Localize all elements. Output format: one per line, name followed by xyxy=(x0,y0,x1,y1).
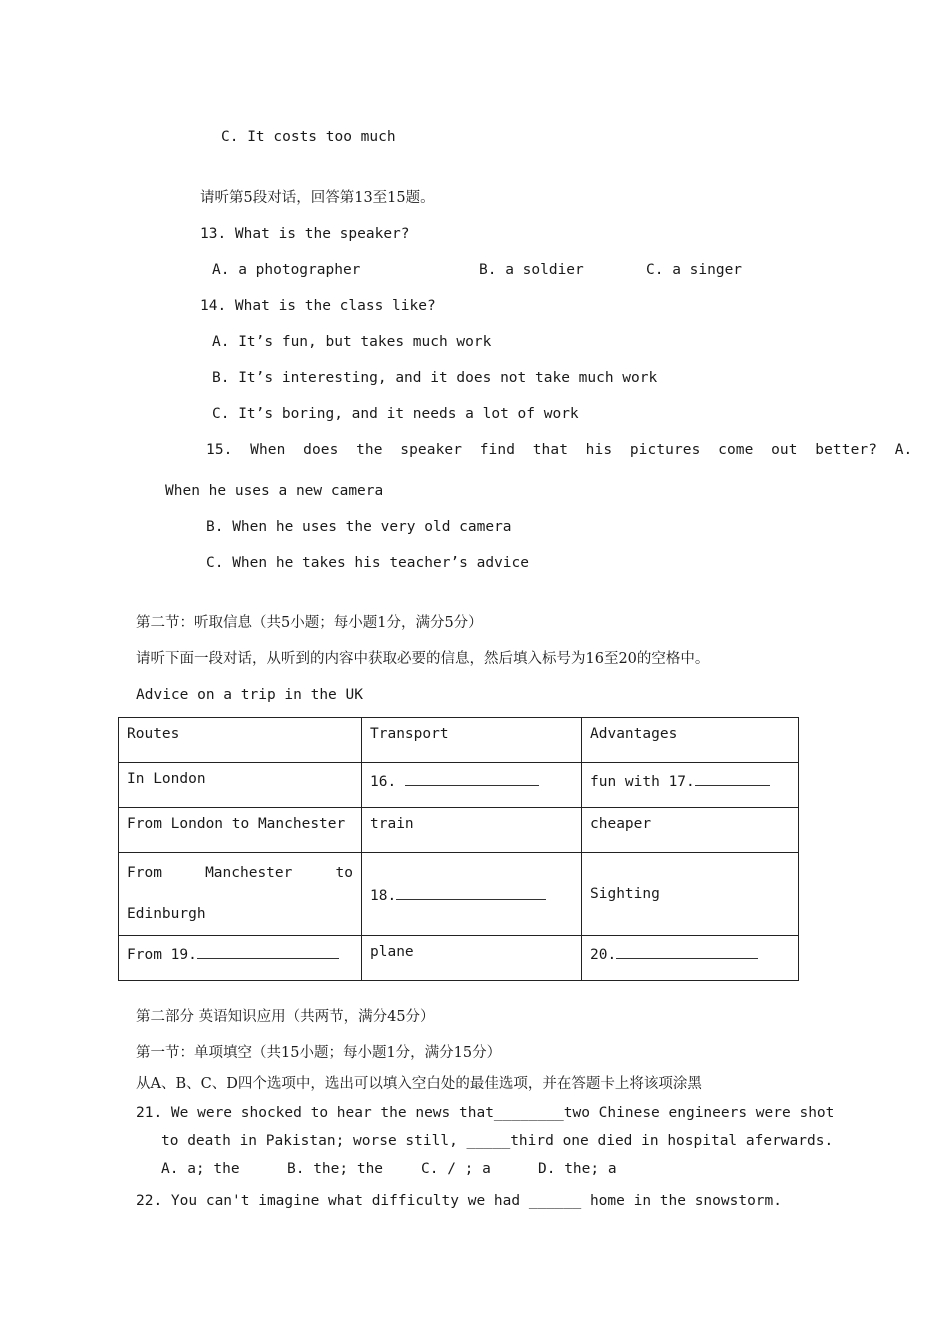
transport-cell xyxy=(362,853,582,936)
q13-option-a: A. a photographer xyxy=(212,262,361,278)
q15-option-c: C. When he takes his teacher’s advice xyxy=(206,555,530,571)
route-cell xyxy=(119,936,362,981)
part2-section1-heading: 第一节：单项填空（共15小题；每小题1分，满分15分） xyxy=(136,1045,502,1061)
table-row xyxy=(119,936,799,981)
answer-blank-18[interactable] xyxy=(396,885,546,900)
route-cell: From London to Manchester xyxy=(119,808,362,853)
table-row xyxy=(119,808,799,853)
blank-label-18: 18. xyxy=(370,887,397,904)
q14-option-b: B. It’s interesting, and it does not take much work xyxy=(212,370,658,386)
blank-label-17: fun with 17. xyxy=(590,774,695,790)
q21-line1: 21. We were shocked to hear the news that________two Chinese engineers were shot xyxy=(136,1105,835,1121)
part2-heading: 第二部分 英语知识应用（共两节，满分45分） xyxy=(136,1009,435,1025)
blank-label-20: 20. xyxy=(590,947,617,963)
route-cell: In London xyxy=(119,763,362,808)
advantage-cell: Sighting xyxy=(582,853,799,936)
q15-option-a: When he uses a new camera xyxy=(165,483,384,499)
blank-label-19: From 19. xyxy=(127,947,197,963)
trip-info-table xyxy=(118,717,799,981)
section2-instruction: 请听下面一段对话，从听到的内容中获取必要的信息，然后填入标号为16至20的空格中。 xyxy=(136,651,710,667)
q14-option-c: C. It’s boring, and it needs a lot of work xyxy=(212,406,579,422)
header-advantages: Advantages xyxy=(582,718,799,763)
q22-line1: 22. You can't imagine what difficulty we had ______ home in the snowstorm. xyxy=(136,1193,783,1209)
header-transport: Transport xyxy=(362,718,582,763)
q13-option-c: C. a singer xyxy=(646,262,743,278)
transport-cell xyxy=(362,763,582,808)
advantage-cell xyxy=(582,763,799,808)
q21-option-c: C. / ; a xyxy=(421,1161,491,1177)
q13-stem: 13. What is the speaker? xyxy=(200,226,410,242)
advantage-cell: cheaper xyxy=(582,808,799,853)
answer-blank-19[interactable] xyxy=(197,944,339,959)
answer-blank-16[interactable] xyxy=(405,771,539,786)
table-header-row xyxy=(119,718,799,763)
transport-cell: train xyxy=(362,808,582,853)
q15-stem: 15. When does the speaker find that his pictures come out better? A. xyxy=(206,442,913,458)
part2-section1-instruction: 从A、B、C、D四个选项中，选出可以填入空白处的最佳选项，并在答题卡上将该项涂黑 xyxy=(136,1076,702,1092)
dialog5-instruction: 请听第5段对话，回答第13至15题。 xyxy=(200,190,435,206)
table-row xyxy=(119,853,799,936)
route-cell: From Manchester to Edinburgh xyxy=(119,853,362,936)
header-routes: Routes xyxy=(119,718,362,763)
q13-option-b: B. a soldier xyxy=(479,262,584,278)
q21-option-b: B. the; the xyxy=(287,1161,384,1177)
q21-line2: to death in Pakistan; worse still, _____third one died in hospital aferwards. xyxy=(161,1133,834,1149)
table-title: Advice on a trip in the UK xyxy=(136,687,363,703)
q15-option-b: B. When he uses the very old camera xyxy=(206,519,512,535)
answer-blank-17[interactable] xyxy=(695,771,770,786)
blank-label-16: 16. xyxy=(370,774,397,790)
q12-option-c: C. It costs too much xyxy=(221,129,396,145)
q21-option-d: D. the; a xyxy=(538,1161,617,1177)
answer-blank-20[interactable] xyxy=(616,944,758,959)
q14-stem: 14. What is the class like? xyxy=(200,298,436,314)
advantage-cell xyxy=(582,936,799,981)
q21-option-a: A. a; the xyxy=(161,1161,240,1177)
q14-option-a: A. It’s fun, but takes much work xyxy=(212,334,492,350)
transport-cell: plane xyxy=(362,936,582,981)
table-row xyxy=(119,763,799,808)
section2-heading: 第二节：听取信息（共5小题；每小题1分，满分5分） xyxy=(136,615,483,631)
